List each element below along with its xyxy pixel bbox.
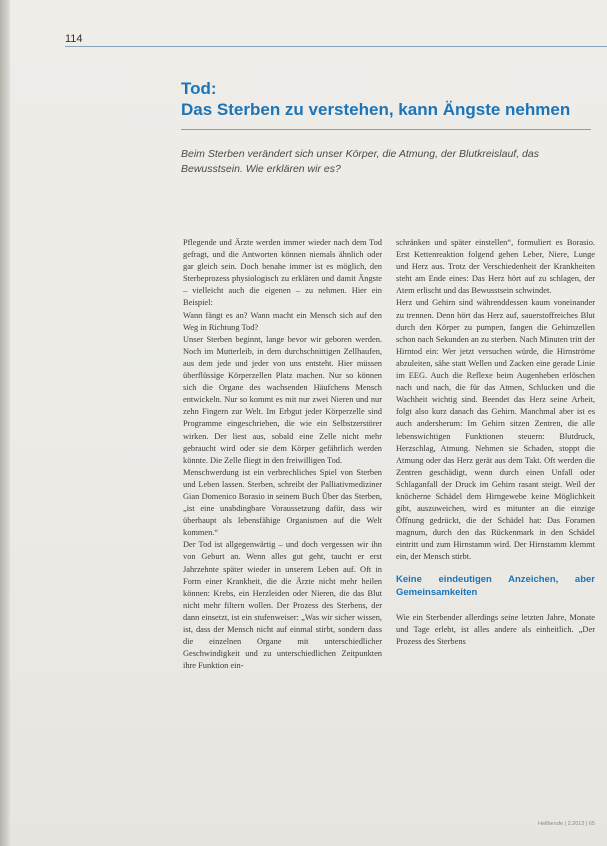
scan-binding-shadow	[0, 0, 10, 846]
document-page	[10, 0, 607, 846]
body-paragraph: schränken und später einstellen“, formuliert es Borasio. Erst Kettenreaktion folgend gehen Leber, Niere, Lunge und Herz aus. Trotz der Verschiedenheit der Krankheiten steht am Ende eines: Das Herz hört auf zu schlagen, der Atem erlischt und das Bewusstsein schwindet.	[396, 238, 595, 296]
title-rule	[181, 129, 591, 130]
left-column	[183, 237, 382, 836]
page-footer: Heilberufe | 2.2013 | 65	[538, 821, 595, 827]
title-line-1: Tod:	[181, 79, 217, 98]
right-column	[396, 237, 595, 836]
lead-paragraph: Beim Sterben verändert sich unser Körper, die Atmung, der Blutkreislauf, das Bewusstsein. Wie erklären wir es?	[181, 148, 539, 175]
article-title	[181, 78, 570, 120]
body-paragraph: Herz und Gehirn sind währenddessen kaum voneinander zu trennen. Denn hört das Herz auf, sauerstoffreiches Blut durch den Körper zu pumpen, fangen die Gehirnzellen schon nach Sekunden an zu sterben. Nach Minuten tritt der Hirntod ein: Wer jetzt versuchen würde, die Hirnströme abzuleiten, sähe statt Wellen und Zacken eine gerade Linie im EEG. Auch die Reflexe beim Augenheben erlöschen nach und nach, die für das Atmen, Schlucken und die Wachheit wichtig sind. Beendet das Herz seine Arbeit, folgt also kurz danach das Gehirn. Manchmal aber ist es auch andersherum: Im Gehirn sitzen Zentren, die alle lebenswichtigen Funktionen steuern: Blutdruck, Herzschlag, Atmung. Nehmen sie Schaden, stoppt die Atmung oder das Herz gerät aus dem Takt. Oft werden die Zentren geschädigt, wenn durch einen Unfall oder Schlaganfall der Druck im Gehirn rasant steigt. Weil der knöcherne Schädel dem Hirngewebe keine Möglichkeit gibt, auszuweichen, wird es mitunter an die einzige Öffnung gedrückt, die der Schädel hat: Das Foramen magnum, durch den das Rückenmark in den Schädel eintritt und zum Hirnstamm wird. Der Hirnstamm klemmt ein, der Mensch stirbt.	[396, 298, 595, 562]
title-line-2: Das Sterben zu verstehen, kann Ängste nehmen	[181, 100, 571, 119]
section-subheading: Keine eindeutigen Anzeichen, aber Gemeinsamkeiten	[396, 573, 595, 598]
body-paragraph: Unser Sterben beginnt, lange bevor wir geboren werden. Noch im Mutterleib, in dem durchschnittigen Zellhaufen, aus dem jede und jeder von uns entsteht. Hier müssen überflüssige Körperzellen Platz machen. Nur so können sich die Organe des wachsenden Häufchens Mensch entwickeln. Nur so kommt es mit nur zwei Nieren und nur zehn Fingern zur Welt. Im Erbgut jeder Körperzelle sind Programme eingeschrieben, die wie ein Selbstzerstörer wirken. Der liest aus, sobald eine Zelle nicht mehr gebraucht wird oder sie dem Körper gefährlich werden könnte. Die Zelle fliegt in den freiwilligen Tod.	[183, 334, 382, 465]
header-rule	[65, 46, 607, 47]
body-paragraph: Der Tod ist allgegenwärtig – und doch vergessen wir ihn von Geburt an. Wenn alles gut geht, taucht er erst Jahrzehnte später wieder in unserem Leben auf. Oft in Form einer Krankheit, die die Ärzte nicht mehr heilen können: Krebs, ein Herzleiden oder Nieren, die das Blut nicht mehr filtern wollen. Der Prozess des Sterbens, der dann einsetzt, ist ein stufenweiser: „Was wir sicher wissen, ist, dass der Mensch nicht auf einmal stirbt, sondern dass die einzelnen Organe mit unterschiedlicher Geschwindigkeit und zu unterschiedlichen Zeitpunkten ihre Funktion ein-	[183, 540, 382, 671]
body-paragraph: Menschwerdung ist ein verbrechliches Spiel von Sterben und Leben lassen. Sterben, schreibt der Palliativmediziner Gian Domenico Borasio in seinem Buch Über das Sterben, „ist eine unabdingbare Voraussetzung dafür, dass wir überhaupt als lebensfähige Organismen auf die Welt kommen.“	[183, 467, 382, 538]
body-paragraph: Wann fängt es an? Wann macht ein Mensch sich auf den Weg in Richtung Tod?	[183, 310, 382, 332]
body-paragraph: Wie ein Sterbender allerdings seine letzten Jahre, Monate und Tage erlebt, ist alles andere als einheitlich. „Der Prozess des Sterbens	[396, 612, 595, 646]
body-paragraph: Pflegende und Ärzte werden immer wieder nach dem Tod gefragt, und die Antworten können niemals ähnlich oder gar gleich sein. Doch benahe immer ist es möglich, den Sterbeprozess physiologisch zu erklären und damit Ängste – vielleicht auch die eigenen – zu nehmen. Hier ein Beispiel:	[183, 238, 382, 308]
page-number: 114	[65, 33, 83, 45]
